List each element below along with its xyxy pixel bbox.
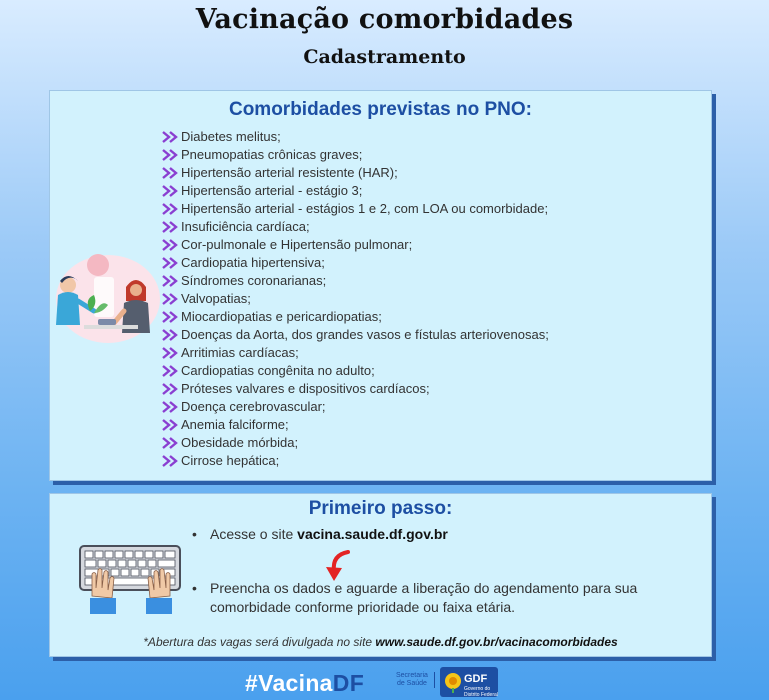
step-fill-data — [192, 579, 650, 617]
comorbidity-label: Pneumopatias crônicas graves; — [181, 147, 363, 162]
page-title: Vacinação comorbidades — [195, 4, 574, 35]
comorbidity-label: Próteses valvares e dispositivos cardíacos; — [181, 381, 430, 396]
comorbidity-label: Doença cerebrovascular; — [181, 399, 326, 414]
vaccination-site-link[interactable]: vacina.saude.df.gov.br — [297, 526, 448, 542]
first-step-card — [49, 493, 712, 657]
comorbidity-label: Doenças da Aorta, dos grandes vasos e fístulas arteriovenosas; — [181, 327, 549, 342]
secretaria-saude-logo — [396, 672, 435, 688]
comorbidity-item — [162, 164, 549, 182]
comorbidity-item — [162, 416, 549, 434]
double-chevron-right-icon — [162, 167, 179, 179]
comorbidity-item — [162, 128, 549, 146]
double-chevron-right-icon — [162, 185, 179, 197]
bullet: • — [192, 526, 197, 542]
comorbidity-label: Cirrose hepática; — [181, 453, 280, 468]
double-chevron-right-icon — [162, 311, 179, 323]
gdf-label: GDF — [464, 673, 488, 685]
double-chevron-right-icon — [162, 275, 179, 287]
comorbidity-label: Cardiopatias congênita no adulto; — [181, 363, 375, 378]
comorbidity-item — [162, 182, 549, 200]
step1-prefix: Acesse o site — [210, 526, 298, 542]
double-chevron-right-icon — [162, 419, 179, 431]
footnote-site-link[interactable]: www.saude.df.gov.br/vacinacomorbidades — [375, 635, 618, 649]
red-curved-arrow-down-icon — [322, 549, 352, 583]
comorbidity-label: Hipertensão arterial resistente (HAR); — [181, 165, 398, 180]
hashtag — [245, 670, 364, 697]
doctor-patient-illustration-icon — [54, 251, 166, 351]
comorbidity-label: Síndromes coronarianas; — [181, 273, 327, 288]
first-step-heading: Primeiro passo: — [308, 498, 453, 519]
double-chevron-right-icon — [162, 455, 179, 467]
comorbidity-item — [162, 452, 549, 470]
gdf-logo — [440, 667, 498, 697]
gdf-subtitle: Governo do Distrito Federal — [464, 686, 498, 698]
double-chevron-right-icon — [162, 293, 179, 305]
double-chevron-right-icon — [162, 221, 179, 233]
double-chevron-right-icon — [162, 257, 179, 269]
keyboard-hands-icon — [78, 544, 184, 616]
comorbidity-item — [162, 218, 549, 236]
double-chevron-right-icon — [162, 329, 179, 341]
double-chevron-right-icon — [162, 437, 179, 449]
footer — [0, 663, 769, 700]
double-chevron-right-icon — [162, 383, 179, 395]
double-chevron-right-icon — [162, 401, 179, 413]
double-chevron-right-icon — [162, 239, 179, 251]
comorbidity-item — [162, 236, 549, 254]
comorbidity-item — [162, 344, 549, 362]
gdf-flower-icon — [443, 671, 463, 693]
comorbidity-item — [162, 326, 549, 344]
comorbidity-item — [162, 362, 549, 380]
comorbidity-item — [162, 254, 549, 272]
secretaria-line1: Secretaria — [396, 672, 428, 679]
comorbidity-label: Diabetes melitus; — [181, 129, 281, 144]
comorbidity-item — [162, 200, 549, 218]
double-chevron-right-icon — [162, 347, 179, 359]
comorbidity-label: Valvopatias; — [181, 291, 251, 306]
comorbidity-item — [162, 308, 549, 326]
bullet: • — [192, 580, 197, 596]
footnote-prefix: *Abertura das vagas será divulgada no site — [143, 635, 376, 649]
hashtag-prefix: #Vacina — [245, 670, 333, 696]
comorbidities-card — [49, 90, 712, 481]
step-access-site — [192, 526, 448, 542]
comorbidity-item — [162, 290, 549, 308]
page-subtitle: Cadastramento — [303, 46, 466, 68]
double-chevron-right-icon — [162, 365, 179, 377]
footnote — [50, 635, 711, 649]
comorbidities-heading: Comorbidades previstas no PNO: — [228, 99, 532, 120]
comorbidity-label: Cardiopatia hipertensiva; — [181, 255, 325, 270]
comorbidity-label: Cor-pulmonale e Hipertensão pulmonar; — [181, 237, 413, 252]
secretaria-line2: de Saúde — [396, 680, 427, 687]
double-chevron-right-icon — [162, 131, 179, 143]
comorbidity-label: Anemia falciforme; — [181, 417, 289, 432]
comorbidity-label: Arritimias cardíacas; — [181, 345, 299, 360]
comorbidities-list — [162, 128, 549, 470]
comorbidity-label: Hipertensão arterial - estágio 3; — [181, 183, 363, 198]
comorbidity-label: Miocardiopatias e pericardiopatias; — [181, 309, 382, 324]
comorbidity-label: Obesidade mórbida; — [181, 435, 299, 450]
comorbidity-item — [162, 146, 549, 164]
comorbidity-item — [162, 272, 549, 290]
comorbidity-item — [162, 434, 549, 452]
comorbidity-item — [162, 380, 549, 398]
comorbidity-label: Hipertensão arterial - estágios 1 e 2, com LOA ou comorbidade; — [181, 201, 549, 216]
double-chevron-right-icon — [162, 149, 179, 161]
step2-text: Preencha os dados e aguarde a liberação do agendamento para sua comorbidade conforme prioridade ou faixa etária. — [210, 580, 638, 615]
hashtag-suffix: DF — [332, 670, 365, 696]
comorbidity-item — [162, 398, 549, 416]
comorbidity-label: Insuficiência cardíaca; — [181, 219, 310, 234]
double-chevron-right-icon — [162, 203, 179, 215]
